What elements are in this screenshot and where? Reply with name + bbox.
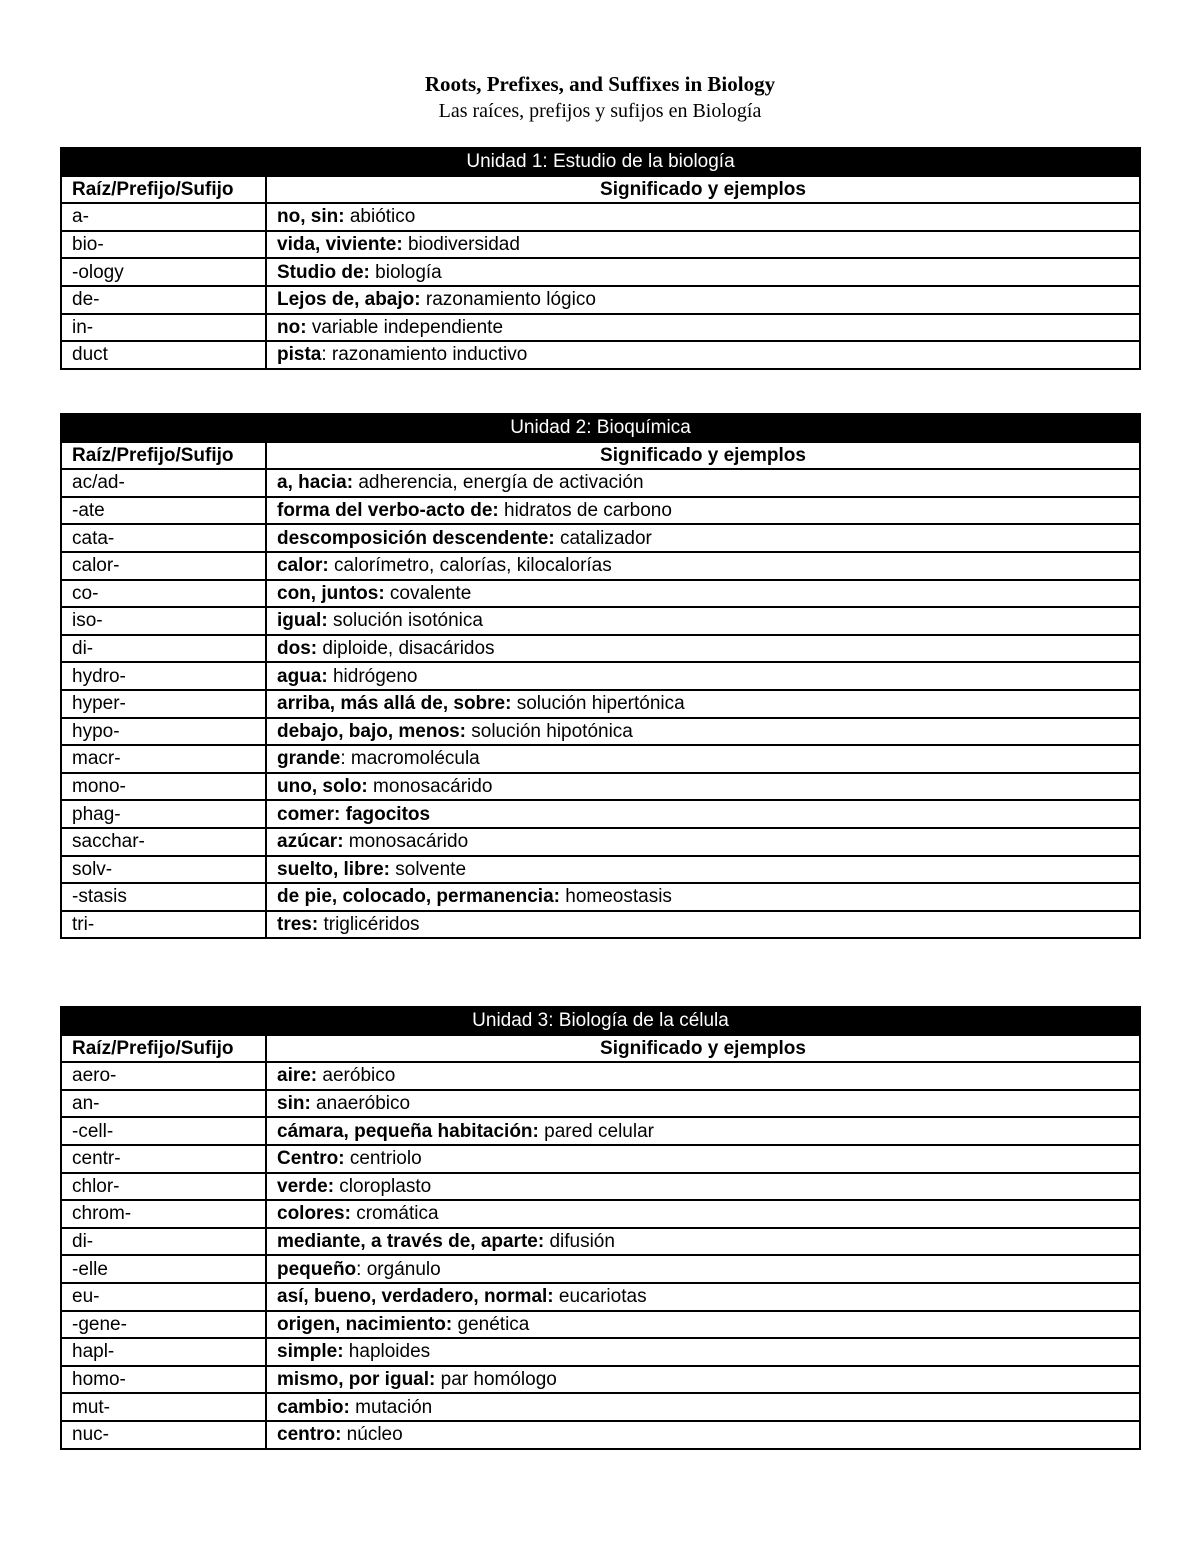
meaning-cell <box>266 718 1140 746</box>
root-cell: macr- <box>61 745 266 773</box>
unit-table <box>60 1006 1141 1450</box>
table-row <box>61 607 1140 635</box>
root-cell: aero- <box>61 1062 266 1090</box>
table-row <box>61 1173 1140 1201</box>
column-header-row <box>61 1035 1140 1063</box>
meaning-text: mediante, a través de, aparte: <box>277 1231 545 1253</box>
table-row <box>61 1393 1140 1421</box>
meaning-text: origen, nacimiento: <box>277 1313 453 1335</box>
example-text: hidratos de carbono <box>498 500 672 522</box>
column-header-meaning: Significado y ejemplos <box>266 1035 1140 1063</box>
table-row <box>61 1421 1140 1449</box>
root-cell: di- <box>61 635 266 663</box>
meaning-cell <box>266 662 1140 690</box>
meaning-cell <box>266 497 1140 525</box>
table-row <box>61 690 1140 718</box>
root-cell: homo- <box>61 1366 266 1394</box>
table-row <box>61 635 1140 663</box>
meaning-text: debajo, bajo, menos: <box>277 720 466 742</box>
meaning-cell <box>266 856 1140 884</box>
meaning-cell <box>266 314 1140 342</box>
unit-table <box>60 147 1141 370</box>
root-cell: calor- <box>61 552 266 580</box>
meaning-text: descomposición descendente: <box>277 527 555 549</box>
meaning-text: uno, solo: <box>277 776 368 798</box>
meaning-text: tres: <box>277 913 319 935</box>
meaning-cell <box>266 1255 1140 1283</box>
example-text: : razonamiento inductivo <box>321 344 528 366</box>
column-header-row <box>61 176 1140 204</box>
example-text: solución isotónica <box>327 610 483 632</box>
table-row <box>61 1117 1140 1145</box>
example-text: núcleo <box>341 1424 403 1446</box>
meaning-cell <box>266 552 1140 580</box>
table-row <box>61 1062 1140 1090</box>
meaning-text: simple: <box>277 1341 344 1363</box>
example-text: mutación <box>349 1396 433 1418</box>
meaning-cell <box>266 1366 1140 1394</box>
meaning-text: vida, viviente: <box>277 234 403 256</box>
table-row <box>61 1090 1140 1118</box>
root-cell: di- <box>61 1228 266 1256</box>
table-row <box>61 1311 1140 1339</box>
column-header-root: Raíz/Prefijo/Sufijo <box>61 442 266 470</box>
meaning-cell <box>266 1173 1140 1201</box>
meaning-text: azúcar: <box>277 831 344 853</box>
root-cell: sacchar- <box>61 828 266 856</box>
meaning-cell <box>266 1200 1140 1228</box>
example-text: abiótico <box>344 206 416 228</box>
meaning-text: a, hacia: <box>277 472 354 494</box>
table-row <box>61 231 1140 259</box>
root-cell: ac/ad- <box>61 469 266 497</box>
unit-title: Unidad 3: Biología de la célula <box>61 1007 1140 1035</box>
unit-title: Unidad 2: Bioquímica <box>61 414 1140 442</box>
meaning-text: agua: <box>277 665 328 687</box>
example-text: diploide, disacáridos <box>317 638 495 660</box>
meaning-text: comer: fagocitos <box>277 803 431 825</box>
root-cell: cata- <box>61 524 266 552</box>
meaning-cell <box>266 773 1140 801</box>
meaning-text: aire: <box>277 1065 318 1087</box>
meaning-cell <box>266 469 1140 497</box>
document-title-block <box>0 70 1200 124</box>
example-text: monosacárido <box>367 776 493 798</box>
example-text: calorímetro, calorías, kilocalorías <box>328 555 612 577</box>
example-text: biodiversidad <box>402 234 520 256</box>
root-cell: -ate <box>61 497 266 525</box>
table-row <box>61 883 1140 911</box>
table-row <box>61 580 1140 608</box>
unit-title: Unidad 1: Estudio de la biología <box>61 148 1140 176</box>
meaning-text: verde: <box>277 1175 335 1197</box>
unit-header-row <box>61 1007 1140 1035</box>
meaning-cell <box>266 1421 1140 1449</box>
example-text: : orgánulo <box>356 1258 441 1280</box>
example-text: aeróbico <box>317 1065 396 1087</box>
example-text: solución hipotónica <box>465 720 633 742</box>
column-header-meaning: Significado y ejemplos <box>266 176 1140 204</box>
meaning-cell <box>266 341 1140 369</box>
meaning-cell <box>266 745 1140 773</box>
example-text: catalizador <box>554 527 652 549</box>
unit-table-body <box>61 148 1140 369</box>
root-cell: eu- <box>61 1283 266 1311</box>
meaning-cell <box>266 800 1140 828</box>
table-row <box>61 258 1140 286</box>
unit-header-row <box>61 414 1140 442</box>
root-cell: phag- <box>61 800 266 828</box>
table-row <box>61 314 1140 342</box>
root-cell: mono- <box>61 773 266 801</box>
example-text: biología <box>369 261 442 283</box>
table-row <box>61 745 1140 773</box>
unit-header-row <box>61 148 1140 176</box>
meaning-text: calor: <box>277 555 329 577</box>
example-text: cromática <box>350 1203 439 1225</box>
column-header-root: Raíz/Prefijo/Sufijo <box>61 176 266 204</box>
meaning-text: arriba, más allá de, sobre: <box>277 693 512 715</box>
meaning-text: colores: <box>277 1203 351 1225</box>
root-cell: tri- <box>61 911 266 939</box>
root-cell: -stasis <box>61 883 266 911</box>
table-row <box>61 828 1140 856</box>
column-header-meaning: Significado y ejemplos <box>266 442 1140 470</box>
table-row <box>61 469 1140 497</box>
document-subtitle: Las raíces, prefijos y sufijos en Biología <box>438 100 762 122</box>
root-cell: nuc- <box>61 1421 266 1449</box>
example-text: par homólogo <box>435 1369 557 1391</box>
root-cell: -gene- <box>61 1311 266 1339</box>
root-cell: hypo- <box>61 718 266 746</box>
meaning-cell <box>266 203 1140 231</box>
example-text: homeostasis <box>559 886 672 908</box>
root-cell: -elle <box>61 1255 266 1283</box>
table-row <box>61 1338 1140 1366</box>
root-cell: de- <box>61 286 266 314</box>
root-cell: solv- <box>61 856 266 884</box>
example-text: anaeróbico <box>310 1093 411 1115</box>
meaning-cell <box>266 1090 1140 1118</box>
meaning-cell <box>266 1117 1140 1145</box>
example-text: solución hipertónica <box>511 693 685 715</box>
meaning-cell <box>266 258 1140 286</box>
meaning-text: igual: <box>277 610 328 632</box>
table-row <box>61 911 1140 939</box>
meaning-cell <box>266 1228 1140 1256</box>
meaning-text: de pie, colocado, permanencia: <box>277 886 560 908</box>
root-cell: hapl- <box>61 1338 266 1366</box>
table-row <box>61 1366 1140 1394</box>
meaning-text: forma del verbo-acto de: <box>277 500 499 522</box>
meaning-text: cámara, pequeña habitación: <box>277 1120 539 1142</box>
root-cell: an- <box>61 1090 266 1118</box>
meaning-cell <box>266 1311 1140 1339</box>
meaning-text: Studio de: <box>277 261 370 283</box>
meaning-text: Lejos de, abajo: <box>277 289 421 311</box>
table-row <box>61 1200 1140 1228</box>
meaning-cell <box>266 911 1140 939</box>
document-title: Roots, Prefixes, and Suffixes in Biology <box>424 72 776 96</box>
meaning-text: con, juntos: <box>277 582 385 604</box>
example-text: haploides <box>343 1341 431 1363</box>
table-row <box>61 1145 1140 1173</box>
meaning-text: cambio: <box>277 1396 350 1418</box>
table-row <box>61 286 1140 314</box>
example-text: centriolo <box>344 1148 422 1170</box>
example-text: solvente <box>389 858 467 880</box>
meaning-text: pista <box>277 344 322 366</box>
meaning-text: mismo, por igual: <box>277 1369 436 1391</box>
table-row <box>61 718 1140 746</box>
meaning-text: no: <box>277 316 307 338</box>
example-text: pared celular <box>538 1120 654 1142</box>
meaning-cell <box>266 524 1140 552</box>
root-cell: -ology <box>61 258 266 286</box>
meaning-text: grande <box>277 748 341 770</box>
table-row <box>61 773 1140 801</box>
root-cell: mut- <box>61 1393 266 1421</box>
example-text: eucariotas <box>553 1286 647 1308</box>
root-cell: hydro- <box>61 662 266 690</box>
table-row <box>61 1228 1140 1256</box>
meaning-text: sin: <box>277 1093 311 1115</box>
meaning-cell <box>266 1283 1140 1311</box>
meaning-cell <box>266 1062 1140 1090</box>
meaning-cell <box>266 286 1140 314</box>
table-row <box>61 1255 1140 1283</box>
meaning-cell <box>266 1393 1140 1421</box>
table-row <box>61 552 1140 580</box>
example-text: triglicéridos <box>318 913 420 935</box>
root-cell: hyper- <box>61 690 266 718</box>
root-cell: -cell- <box>61 1117 266 1145</box>
root-cell: chrom- <box>61 1200 266 1228</box>
meaning-text: Centro: <box>277 1148 345 1170</box>
meaning-text: centro: <box>277 1424 342 1446</box>
example-text: : macromolécula <box>340 748 480 770</box>
unit-table-body <box>61 414 1140 938</box>
unit-table <box>60 413 1141 939</box>
root-cell: duct <box>61 341 266 369</box>
root-cell: iso- <box>61 607 266 635</box>
meaning-cell <box>266 828 1140 856</box>
meaning-text: así, bueno, verdadero, normal: <box>277 1286 554 1308</box>
root-cell: co- <box>61 580 266 608</box>
example-text: cloroplasto <box>334 1175 432 1197</box>
example-text: adherencia, energía de activación <box>353 472 644 494</box>
root-cell: a- <box>61 203 266 231</box>
example-text: razonamiento lógico <box>420 289 596 311</box>
table-row <box>61 800 1140 828</box>
root-cell: in- <box>61 314 266 342</box>
table-row <box>61 856 1140 884</box>
meaning-cell <box>266 635 1140 663</box>
table-row <box>61 203 1140 231</box>
meaning-text: no, sin: <box>277 206 345 228</box>
column-header-root: Raíz/Prefijo/Sufijo <box>61 1035 266 1063</box>
meaning-cell <box>266 1145 1140 1173</box>
meaning-cell <box>266 607 1140 635</box>
meaning-cell <box>266 231 1140 259</box>
meaning-text: suelto, libre: <box>277 858 390 880</box>
root-cell: centr- <box>61 1145 266 1173</box>
meaning-cell <box>266 1338 1140 1366</box>
meaning-text: pequeño <box>277 1258 357 1280</box>
example-text: hidrógeno <box>327 665 418 687</box>
example-text: difusión <box>544 1231 615 1253</box>
root-cell: chlor- <box>61 1173 266 1201</box>
example-text: genética <box>452 1313 530 1335</box>
table-row <box>61 1283 1140 1311</box>
unit-table-body <box>61 1007 1140 1449</box>
table-row <box>61 341 1140 369</box>
root-cell: bio- <box>61 231 266 259</box>
meaning-cell <box>266 580 1140 608</box>
meaning-text: dos: <box>277 638 318 660</box>
meaning-cell <box>266 883 1140 911</box>
column-header-row <box>61 442 1140 470</box>
example-text: variable independiente <box>306 316 504 338</box>
table-row <box>61 662 1140 690</box>
example-text: monosacárido <box>343 831 469 853</box>
example-text: covalente <box>384 582 472 604</box>
table-row <box>61 524 1140 552</box>
meaning-cell <box>266 690 1140 718</box>
table-row <box>61 497 1140 525</box>
